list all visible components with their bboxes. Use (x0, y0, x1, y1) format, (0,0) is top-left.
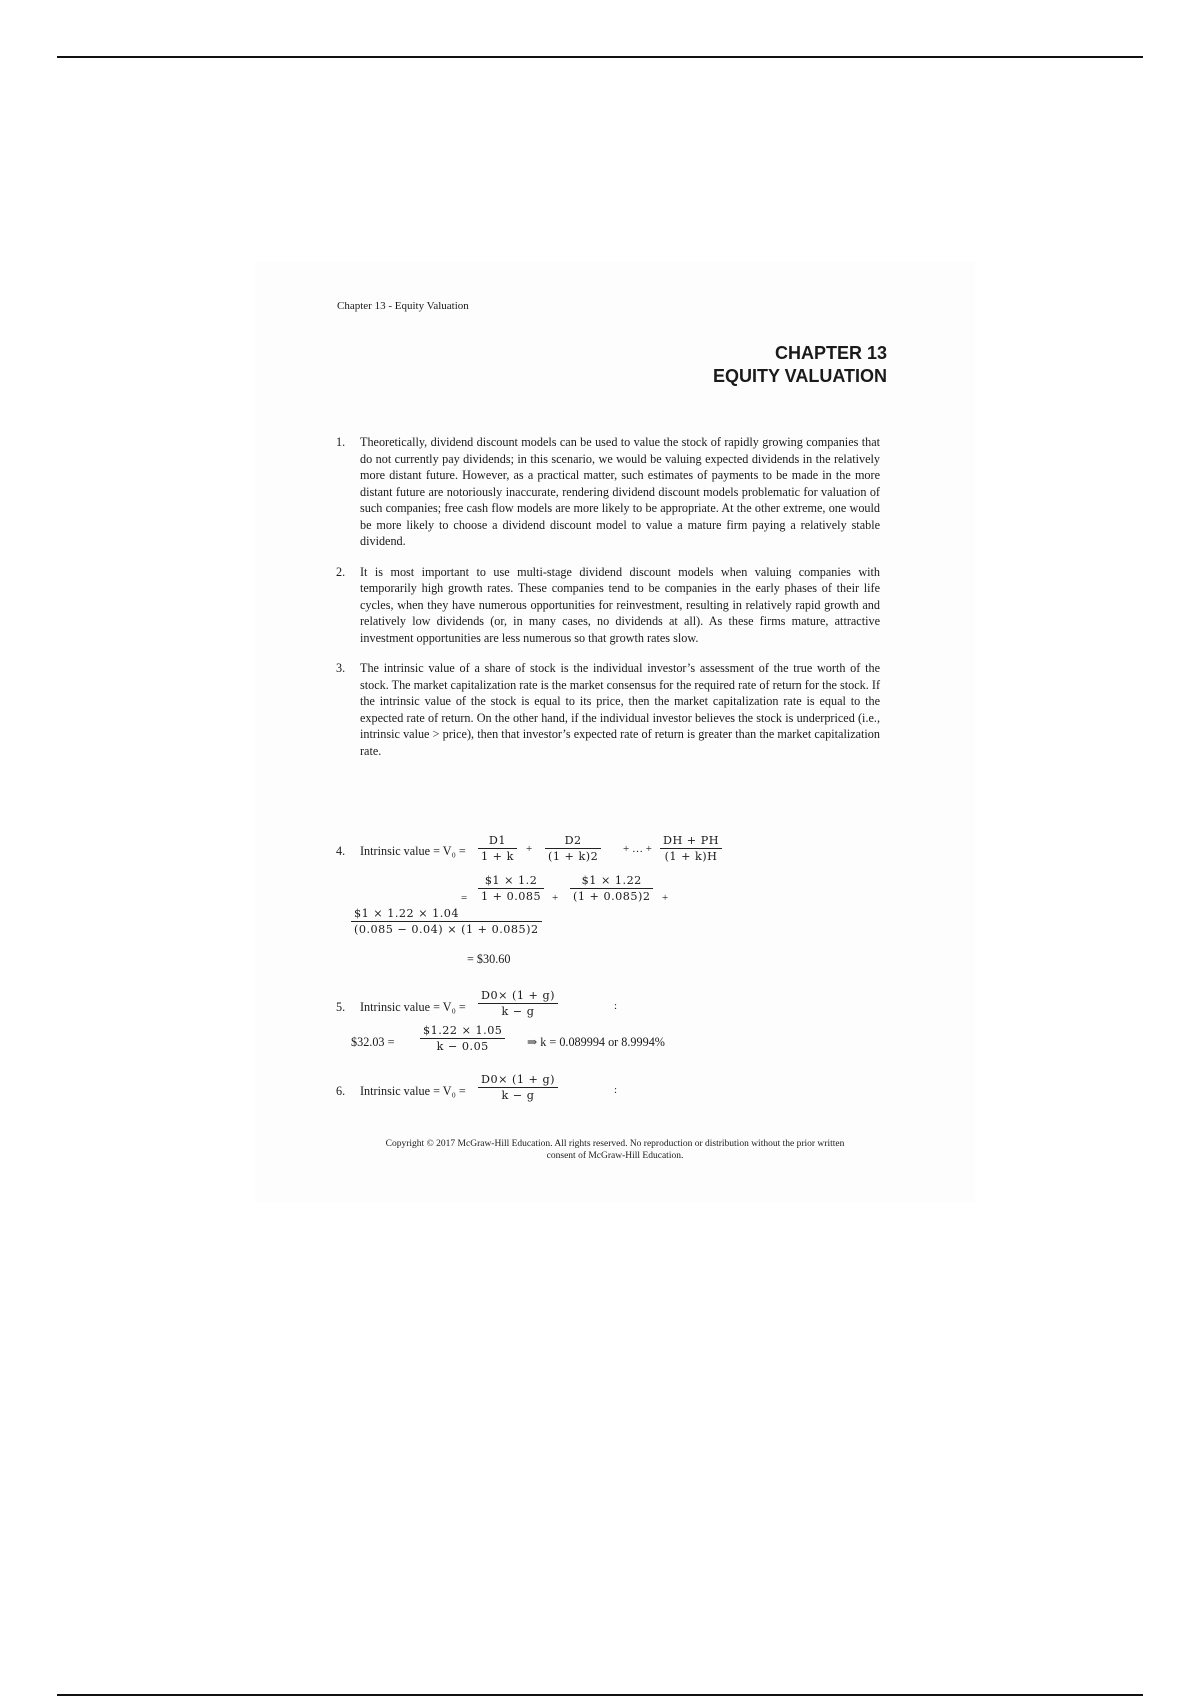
answer-text: Theoretically, dividend discount models can be used to value the stock of rapidly growing companies that do not currently pay dividends; in this scenario, we would be valuing expected dividends in the relatively more distant future. However, as a practical matter, such estimates of payments to be made in the more distant future are notoriously inaccurate, rendering dividend discount models problematic for valuation of such companies; free cash flow models are more likely to be appropriate. At the other extreme, one would be more likely to choose a dividend discount model to value a mature firm paying a relatively stable dividend. (360, 435, 880, 548)
fraction-d1: $\frac{D1}{1 + k}$ (478, 834, 517, 863)
copyright-line: consent of McGraw-Hill Education. (546, 1151, 684, 1161)
plus-sign: + (552, 892, 559, 904)
equals-sign: = (461, 892, 468, 904)
answer-number: 4. (336, 844, 346, 858)
fraction-step2: $\frac{\$1 \times 1.22}{(1 + 0.085)2}$ (570, 874, 653, 903)
top-rule (57, 56, 1143, 58)
fraction-solve-k: $\frac{\$1.22 \times 1.05}{k - 0.05}$ (420, 1024, 505, 1053)
fraction-gordon: $\frac{D0\times (1 + g)}{k - g}$ (478, 1073, 558, 1102)
answer-number: 6. (336, 1084, 346, 1098)
answer-number: 5. (336, 1000, 346, 1014)
fraction-dh-ph: $\frac{DH + PH}{(1 + k)H}$ (660, 834, 722, 863)
bottom-rule (57, 1694, 1143, 1696)
plus-sign: + (526, 843, 533, 855)
plus-sign: + (662, 892, 669, 904)
copyright-notice (340, 1138, 890, 1162)
colon: : (614, 1084, 618, 1096)
answer-text: The intrinsic value of a share of stock is the individual investor’s assessment of the true worth of the stock. The market capitalization rate is the market consensus for the required rate of return for the stock. If the intrinsic value of the stock is equal to its price, then the market capitalization rate is equal to the expected rate of return. On the other hand, if the individual investor believes the stock is underpriced (i.e., intrinsic value > price), then that investor’s expected rate of return is greater than the market capitalization rate. (360, 661, 880, 758)
chapter-heading (713, 342, 887, 388)
chapter-number: CHAPTER 13 (774, 343, 887, 363)
ellipsis-plus: + … + (623, 843, 652, 855)
chapter-title: EQUITY VALUATION (712, 366, 887, 386)
answer-item (336, 564, 880, 647)
fraction-step3: $\frac{\$1 \times 1.22 \times 1.04}{(0.085 - 0.04) \times (1 + 0.085)2}$ (351, 907, 542, 936)
fraction-d2: $\frac{D2}{(1 + k)2}$ (545, 834, 601, 863)
answer-4-result: = $30.60 (467, 952, 511, 966)
document-page (255, 262, 975, 1202)
running-head: Chapter 13 - Equity Valuation (337, 300, 469, 312)
answer-item (336, 660, 880, 759)
fraction-gordon: $\frac{D0\times (1 + g)}{k - g}$ (478, 989, 558, 1018)
answer-number: 3. (336, 661, 346, 675)
fraction-step1: $\frac{\$1 \times 1.2}{1 + 0.085}$ (478, 874, 544, 903)
price-lhs: $32.03 = (351, 1035, 395, 1049)
intrinsic-value-label: Intrinsic value = V₀ = (360, 1084, 466, 1098)
answer-number: 1. (336, 435, 346, 449)
answer-list (336, 434, 880, 773)
answer-item (336, 434, 880, 550)
intrinsic-value-label: Intrinsic value = V₀ = (360, 1000, 466, 1014)
answer-number: 2. (336, 564, 346, 579)
colon: : (614, 1000, 618, 1012)
copyright-line: Copyright © 2017 McGraw-Hill Education. All rights reserved. No reproduction or distribution without the prior written (385, 1139, 845, 1149)
answer-5-result: ⇒ k = 0.089994 or 8.9994% (527, 1035, 665, 1049)
intrinsic-value-label: Intrinsic value = V₀ = (360, 844, 466, 858)
answer-text: It is most important to use multi-stage dividend discount models when valuing companies with temporarily high growth rates. These companies tend to be companies in the early phases of their life cycles, when they have numerous opportunities for reinvestment, resulting in relatively rapid growth and relatively low dividends (or, in many cases, no dividends at all). As these firms mature, attractive investment opportunities are less numerous so that growth rates slow. (360, 564, 880, 645)
